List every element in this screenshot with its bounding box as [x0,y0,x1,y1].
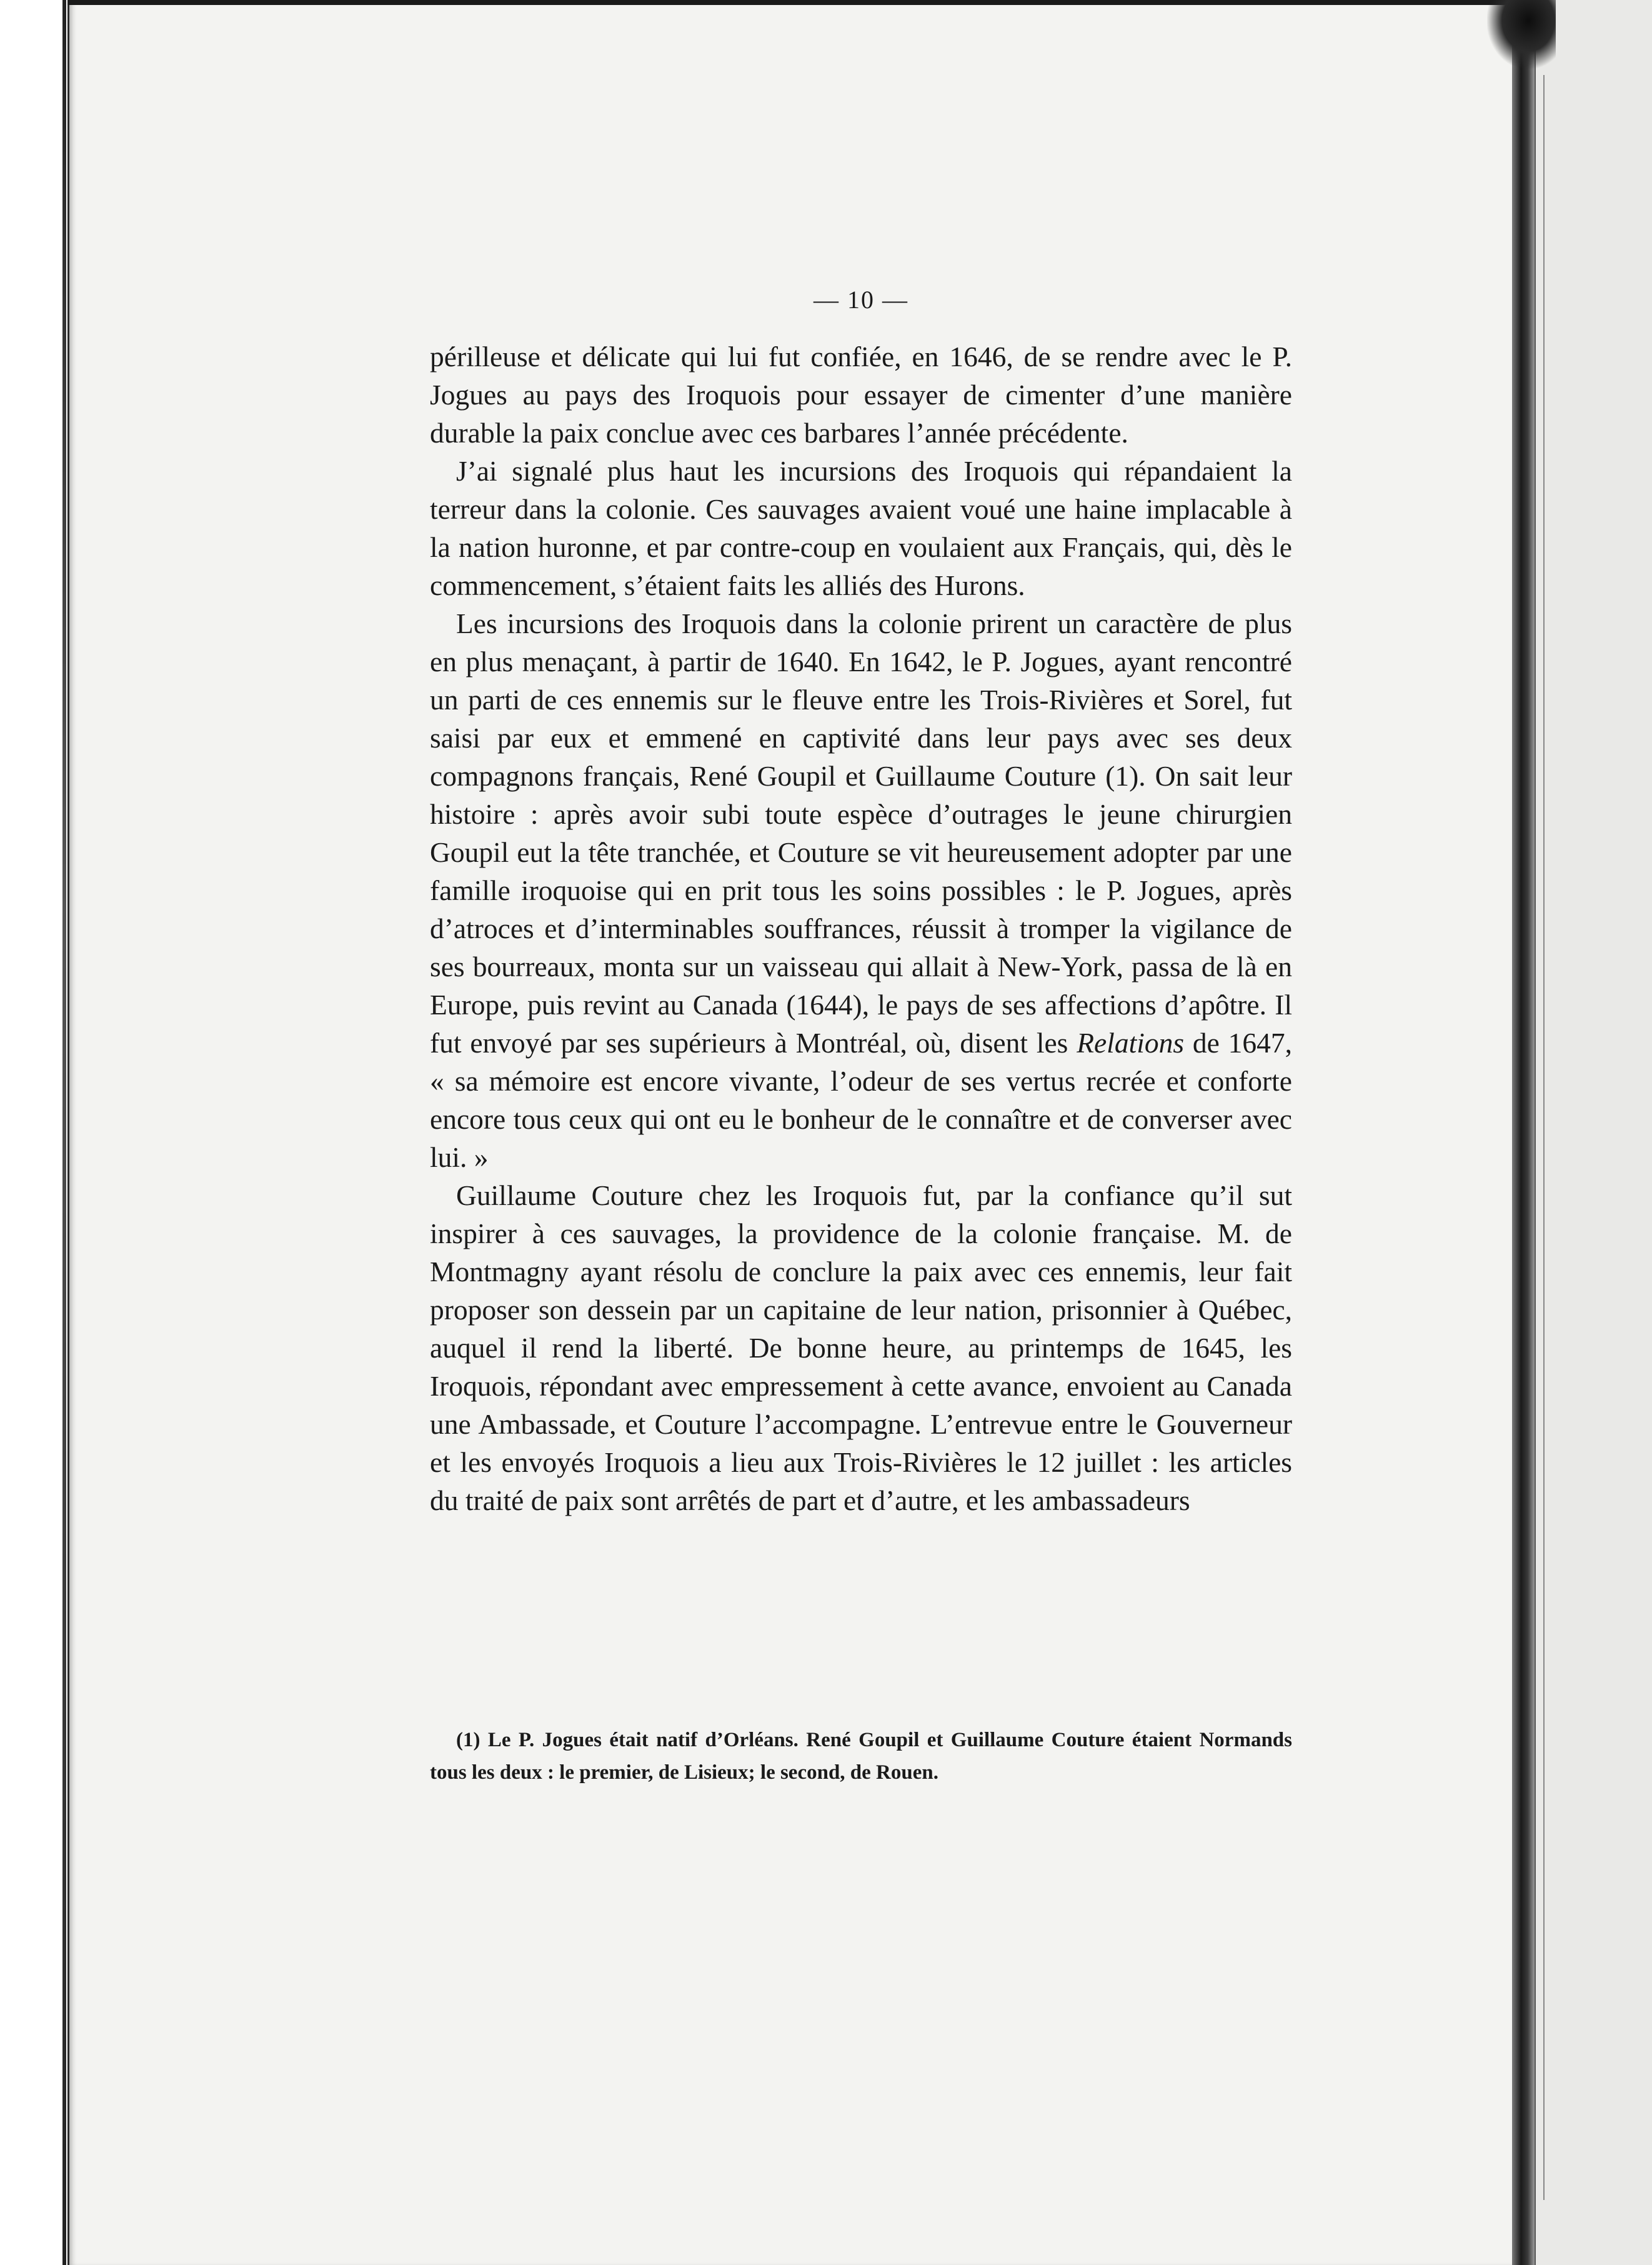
paragraph-3-part-a: Les incursions des Iroquois dans la colonie prirent un caractère de plus en plus menaçant, à partir de 1640. En 1642, le P. Jogues, ayant rencontré un parti de ces ennemis sur le fleuve entre les Trois-Rivières et Sorel, fut saisi par eux et emmené en captivité dans leur pays avec ses deux compagnons français, René Goupil et Guillaume Couture (1). On sait leur histoire : après avoir subi toute espèce d’outrages le jeune chirurgien Goupil eut la tête tranchée, et Couture se vit heureusement adopter par une famille iroquoise qui en prit tous les soins possibles : le P. Jogues, après d’atroces et d’interminables souffrances, réussit à tromper la vigilance de ses bourreaux, monta sur un vaisseau qui allait à New-York, passa de là en Europe, puis revint au Canada (1644), le pays de ses affections d’apôtre. Il fut envoyé par ses supérieurs à Montréal, où, disent les [430,608,1292,1059]
adjacent-page-edge [1535,0,1652,2265]
paragraph-2: J’ai signalé plus haut les incursions des Iroquois qui répandaient la terreur dans la colonie. Ces sauvages avaient voué une haine implacable à la nation huronne, et par contre-coup en voulaient aux Français, qui, dès le commencement, s’étaient faits les alliés des Hurons. [430,455,1292,601]
paragraph-1: périlleuse et délicate qui lui fut confiée, en 1646, de se rendre avec le P. Jogues au pays des Iroquois pour essayer de cimenter d’une manière durable la paix conclue avec ces barbares l’année précédente. [430,341,1292,449]
page-edge-shadow [62,0,66,2265]
page-top-edge [67,0,1525,5]
paragraph-4: Guillaume Couture chez les Iroquois fut, par la confiance qu’il sut inspirer à ces sauvages, la providence de la colonie française. M. de Montmagny ayant résolu de conclure la paix avec ces ennemis, leur fait proposer son dessein par un capitaine de leur nation, prisonnier à Québec, auquel il rend la liberté. De bonne heure, au printemps de 1645, les Iroquois, répondant avec empressement à cette avance, envoient au Canada une Ambassade, et Couture l’accompagne. L’entrevue entre le Gouverneur et les envoyés Iroquois a lieu aux Trois-Rivières le 12 juillet : les articles du traité de paix sont arrêtés de part et d’autre, et les ambassadeurs [430,1179,1292,1516]
page-number: — 10 — [814,286,908,314]
paragraph-3-part-b: de 1647, « sa mémoire est encore vivante, l’odeur de ses vertus recrée et conforte encore tous ceux qui ont eu le bonheur de le connaître et de converser avec lui. » [430,1027,1293,1173]
footnote-1: (1) Le P. Jogues était natif d’Orléans. René Goupil et Guillaume Couture étaient Normands tous les deux : le premier, de Lisieux; le second, de Rouen. [430,1729,1292,1784]
relations-title: Relations [1077,1027,1185,1059]
body-text [430,338,1292,1519]
paragraph-3 [430,604,1292,1176]
corner-ink-blot [1487,0,1556,69]
book-binding [1512,0,1535,2265]
footnotes [430,1724,1292,1789]
adjacent-page-line [1543,75,1545,2200]
